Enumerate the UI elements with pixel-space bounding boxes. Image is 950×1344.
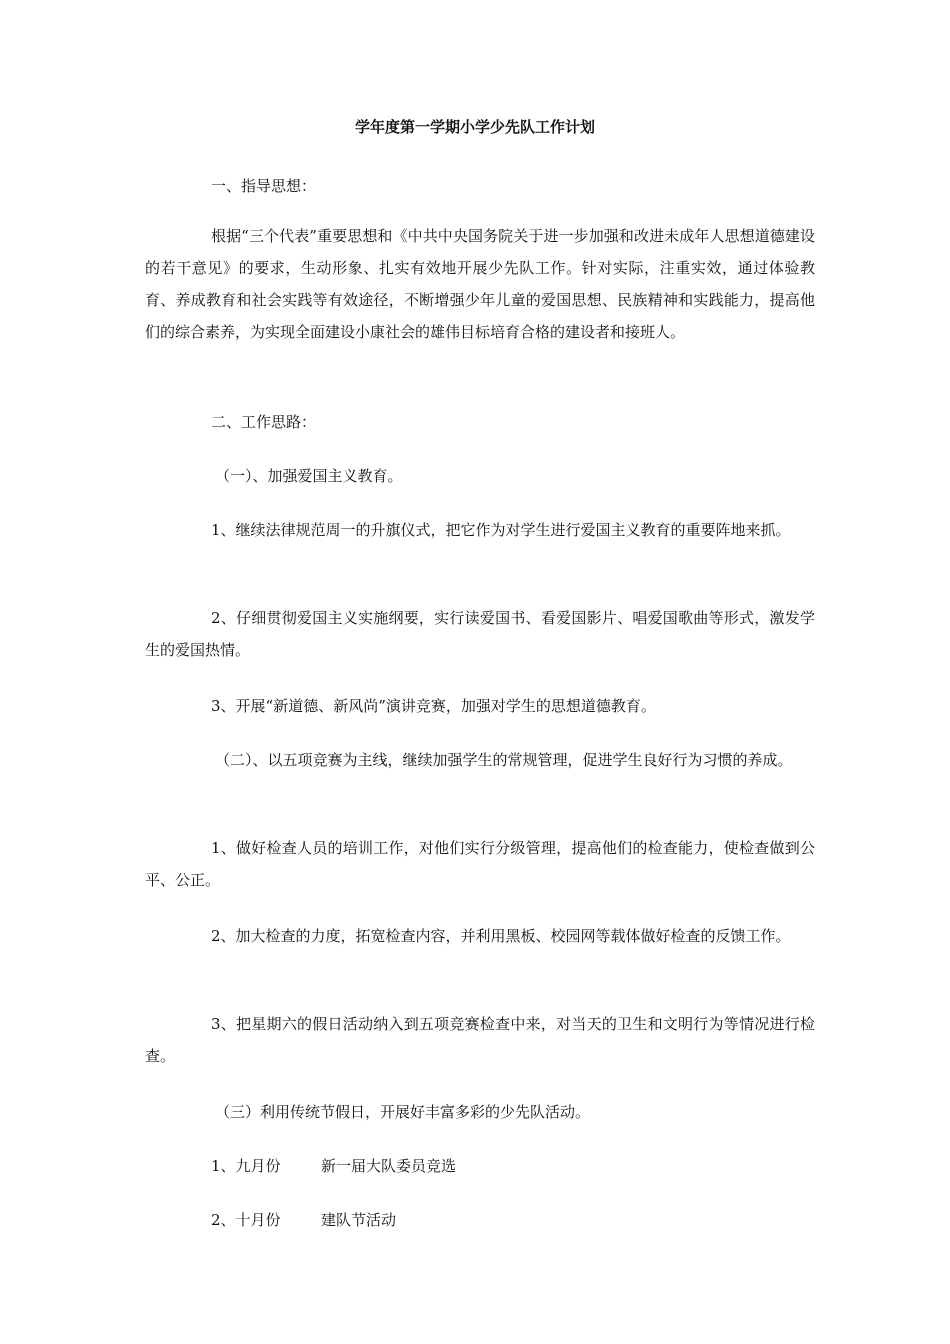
item-1-1: 1、继续法律规范周一的升旗仪式，把它作为对学生进行爱国主义教育的重要阵地来抓。	[211, 521, 791, 539]
heading-guiding-thought: 一、指导思想：	[211, 177, 317, 195]
heading-work-ideas: 二、工作思路：	[211, 413, 317, 431]
item-2-3: 3、把星期六的假日活动纳入到五项竞赛检查中来，对当天的卫生和文明行为等情况进行检查。	[145, 1015, 815, 1065]
schedule-row	[211, 1204, 396, 1236]
item-2-2: 2、加大检查的力度，拓宽检查内容，并利用黑板、校园网等载体做好检查的反馈工作。	[211, 927, 791, 945]
item-1-2: 2、仔细贯彻爱国主义实施纲要，实行读爱国书、看爱国影片、唱爱国歌曲等形式，激发学生的爱国热情。	[145, 609, 815, 659]
schedule-activity: 新一届大队委员竞选	[321, 1157, 457, 1175]
section-heading-1: （一）、加强爱国主义教育。	[215, 467, 403, 485]
section-heading-2: （二）、以五项竞赛为主线，继续加强学生的常规管理，促进学生良好行为习惯的养成。	[215, 751, 793, 769]
section-heading-3: （三）利用传统节假日，开展好丰富多彩的少先队活动。	[215, 1103, 591, 1121]
schedule-month: 2、十月份	[211, 1211, 281, 1229]
schedule-month: 1、九月份	[211, 1157, 281, 1175]
document-title: 学年度第一学期小学少先队工作计划	[354, 118, 595, 136]
paragraph-guiding-thought: 根据“三个代表”重要思想和《中共中央国务院关于进一步加强和改进未成年人思想道德建设的若干意见》的要求，生动形象、扎实有效地开展少先队工作。针对实际，注重实效，通过体验教育、养成教育和社会实践等有效途径，不断增强少年儿童的爱国思想、民族精神和实践能力，提高他们的综合素养，为实现全面建设小康社会的雄伟目标培育合格的建设者和接班人。	[145, 227, 815, 341]
schedule-activity: 建队节活动	[321, 1211, 397, 1229]
item-2-1: 1、做好检查人员的培训工作，对他们实行分级管理，提高他们的检查能力，使检查做到公平、公正。	[145, 839, 815, 889]
item-1-3: 3、开展“新道德、新风尚”演讲竞赛，加强对学生的思想道德教育。	[211, 697, 656, 715]
schedule-row	[211, 1150, 456, 1182]
